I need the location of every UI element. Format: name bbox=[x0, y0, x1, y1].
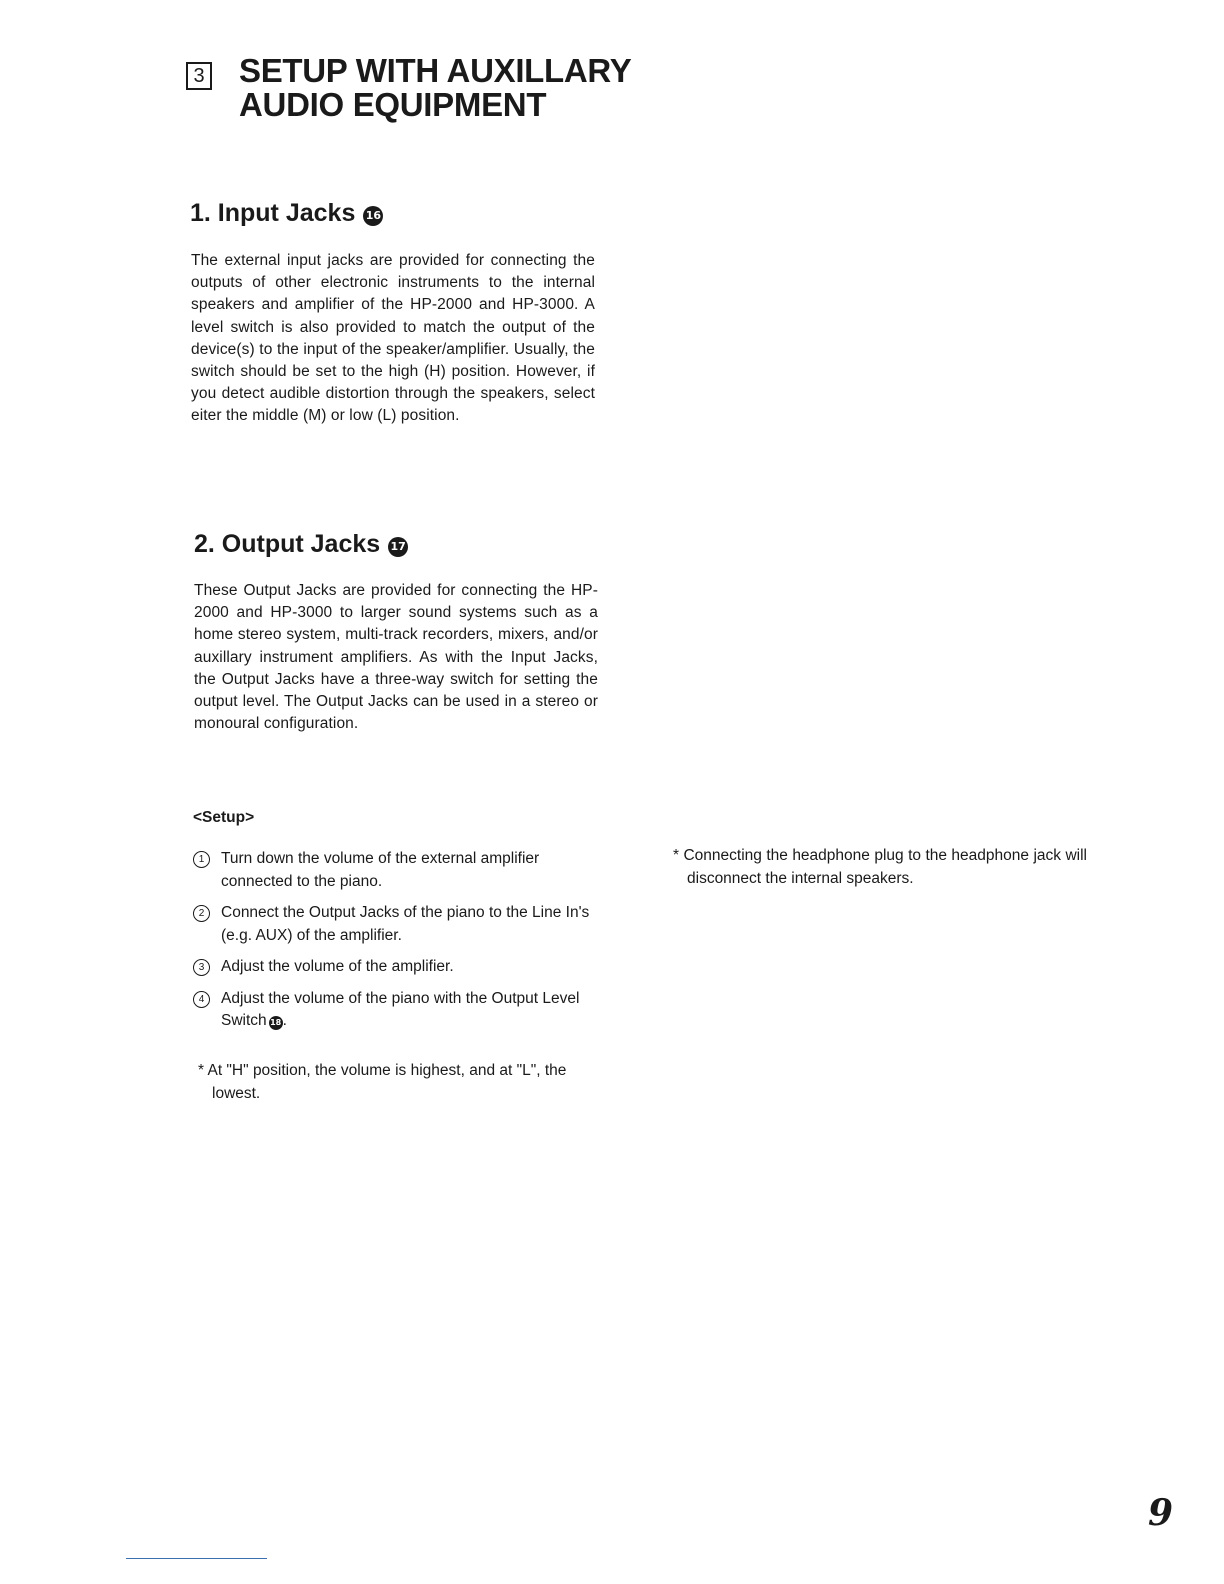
chapter-number-box: 3 bbox=[186, 62, 212, 90]
chapter-title bbox=[239, 54, 631, 122]
step-text: Adjust the volume of the amplifier. bbox=[221, 958, 454, 975]
step-text: Adjust the volume of the piano with the Output Level Switch bbox=[221, 989, 580, 1029]
section-title-text: 1. Input Jacks bbox=[190, 199, 356, 227]
step-number-icon: 2 bbox=[193, 905, 210, 922]
step-suffix: . bbox=[282, 1012, 287, 1029]
input-jacks-paragraph: The external input jacks are provided for connecting the outputs of other electronic instruments to the internal speakers and amplifier of the HP-2000 and HP-3000. A level switch is also provided to match the output of the device(s) to the input of the speaker/amplifier. Usually, the switch should be set to the high (H) position. However, if you detect audible distortion through the speakers, select eiter the middle (M) or low (L) position. bbox=[191, 252, 595, 425]
step-text: Connect the Output Jacks of the piano to the Line In's (e.g. AUX) of the amplifier. bbox=[221, 904, 590, 944]
section-title-text: 2. Output Jacks bbox=[194, 530, 381, 558]
setup-step bbox=[193, 956, 603, 979]
step-number-icon: 4 bbox=[193, 991, 210, 1008]
reference-number-icon: 18 bbox=[269, 1016, 283, 1030]
setup-step bbox=[193, 902, 603, 947]
reference-number-icon: 17 bbox=[388, 537, 408, 557]
step-number-icon: 1 bbox=[193, 851, 210, 868]
setup-step bbox=[193, 988, 603, 1033]
chapter-title-line-2: AUDIO EQUIPMENT bbox=[239, 86, 547, 123]
chapter-title-line-1: SETUP WITH AUXILLARY bbox=[239, 52, 632, 89]
output-jacks-paragraph: These Output Jacks are provided for connecting the HP-2000 and HP-3000 to larger sound systems such as a home stereo system, multi-track recorders, mixers, and/or auxillary instrument amplifiers. As with the Input Jacks, the Output Jacks have a three-way switch for setting the output level. The Output Jacks can be used in a stereo or monoural configuration. bbox=[194, 582, 598, 733]
step-text: Turn down the volume of the external amplifier connected to the piano. bbox=[221, 850, 540, 890]
setup-label: <Setup> bbox=[193, 809, 255, 826]
section-title-output-jacks bbox=[194, 529, 408, 559]
reference-number-icon: 16 bbox=[363, 206, 383, 226]
section-title-input-jacks bbox=[190, 198, 383, 228]
setup-note: * At "H" position, the volume is highest, and at "L", the lowest. bbox=[198, 1062, 567, 1102]
headphone-note: * Connecting the headphone plug to the headphone jack will disconnect the internal speakers. bbox=[673, 847, 1087, 887]
footer-divider bbox=[126, 1558, 267, 1559]
step-number-icon: 3 bbox=[193, 959, 210, 976]
setup-steps-list bbox=[193, 848, 603, 1042]
setup-step bbox=[193, 848, 603, 893]
page-number: 9 bbox=[1148, 1492, 1174, 1534]
